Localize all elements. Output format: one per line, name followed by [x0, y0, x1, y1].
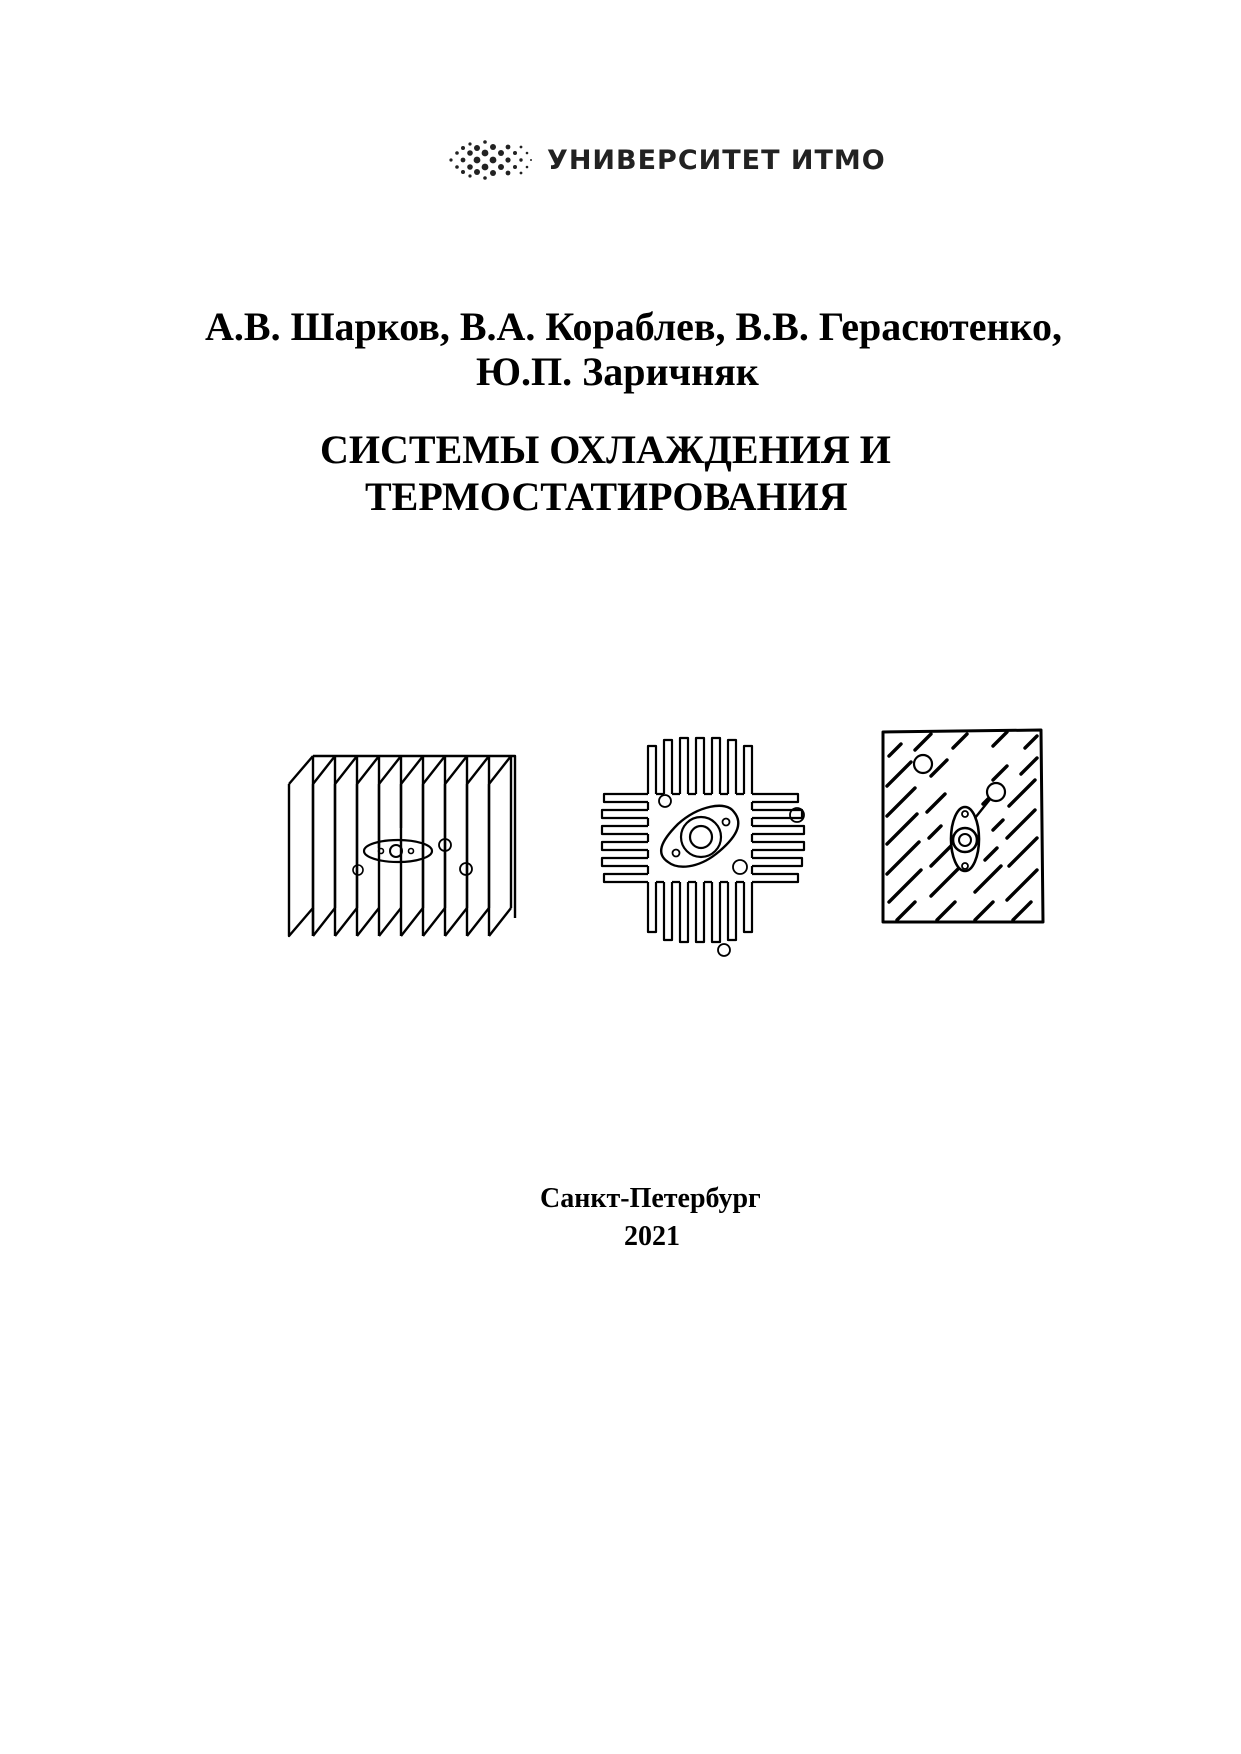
authors-line-1: А.В. Шарков, В.А. Кораблев, В.В. Герасютенко,: [205, 304, 1063, 349]
itmo-logo: [447, 138, 886, 182]
book-title-line-2: ТЕРМОСТАТИРОВАНИЯ: [365, 474, 848, 519]
book-title-line-1: СИСТЕМЫ ОХЛАЖДЕНИЯ И: [320, 427, 891, 472]
publication-year: 2021: [624, 1221, 680, 1252]
authors-line-2: Ю.П. Заричняк: [476, 349, 759, 394]
finned-plate-heatsink-icon: [283, 748, 528, 948]
logo-text: УНИВЕРСИТЕТ ИТМО: [547, 144, 886, 176]
publication-city: Санкт-Петербург: [540, 1183, 761, 1214]
itmo-dots-logo-icon: [447, 138, 533, 182]
cross-finned-heatsink-icon: [598, 734, 818, 964]
hatched-plate-heatsink-icon: [875, 726, 1050, 926]
